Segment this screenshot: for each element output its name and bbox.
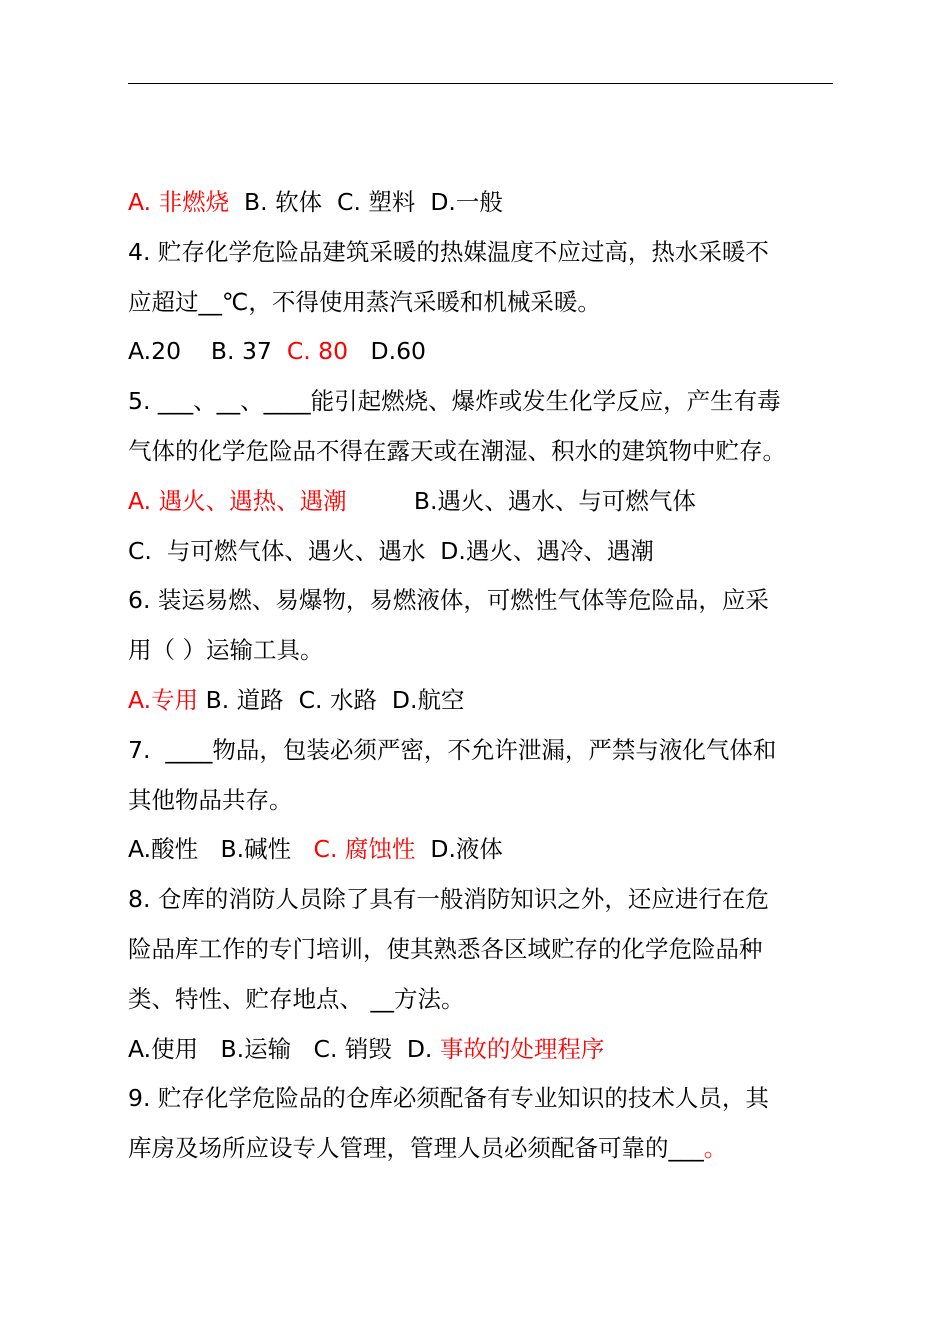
text-line [128,626,838,676]
text-segment: B. 软体 C. 塑料 D.一般 [229,188,503,216]
text-line [128,875,838,925]
text-segment: C. 与可燃气体、遇火、遇水 D.遇火、遇冷、遇潮 [128,536,654,565]
text-line [128,228,838,278]
text-line [128,377,838,427]
text-segment: 库房及场所应设专人管理，管理人员必须配备可靠的___ [128,1134,704,1163]
document-body [128,178,838,1174]
text-segment: 7. ____物品，包装必须严密，不允许泄漏，严禁与液化气体和 [128,735,777,764]
text-line [128,527,838,577]
text-line [128,676,838,726]
text-segment: 6. 装运易燃、易爆物，易燃液体，可燃性气体等危险品，应采 [128,586,769,615]
text-line [128,1074,838,1124]
text-segment: 4. 贮存化学危险品建筑采暖的热媒温度不应过高，热水采暖不 [128,237,769,266]
text-segment: 事故的处理程序 [439,1034,605,1063]
text-line [128,427,838,477]
text-segment: 类、特性、贮存地点、 __方法。 [128,984,465,1013]
text-line [128,576,838,626]
text-segment: C. 腐蚀性 [313,835,416,864]
text-segment: B. 道路 C. 水路 D.航空 [198,685,465,714]
text-segment: B.遇火、遇水、与可燃气体 [346,486,696,515]
text-segment: 其他物品共存。 [128,785,293,814]
text-line [128,726,838,776]
text-segment: 用（ ）运输工具。 [128,636,324,665]
text-segment: A.酸性 B.碱性 [128,835,314,864]
text-segment: A. 遇火、遇热、遇潮 [128,486,347,515]
text-line [128,1124,838,1174]
text-segment: D.60 [348,337,426,366]
text-segment: 气体的化学危险品不得在露天或在潮湿、积水的建筑物中贮存。 [128,436,786,465]
text-segment: 应超过__℃，不得使用蒸汽采暖和机械采暖。 [128,287,601,316]
text-line [128,925,838,975]
header-rule [128,83,833,84]
text-segment: 险品库工作的专门培训，使其熟悉各区域贮存的化学危险品种 [128,934,763,963]
text-line [128,825,838,875]
text-segment: D.液体 [415,835,503,864]
text-line [128,278,838,328]
text-segment: C. 80 [286,337,349,366]
text-line [128,776,838,826]
text-line [128,975,838,1025]
text-line [128,327,838,377]
text-segment: 。 [703,1134,728,1163]
text-line [128,1025,838,1075]
text-segment: A.专用 [128,685,199,714]
text-segment: A.20 B. 37 [128,337,287,366]
text-line [128,477,838,527]
text-segment: 9. 贮存化学危险品的仓库必须配备有专业知识的技术人员，其 [128,1084,769,1113]
text-segment: 5. ___、__、____能引起燃烧、爆炸或发生化学反应，产生有毒 [128,387,781,416]
text-segment: A.使用 B.运输 C. 销毁 D. [128,1034,440,1063]
text-line [128,178,838,228]
text-segment: A. 非燃烧 [128,188,230,216]
text-segment: 8. 仓库的消防人员除了具有一般消防知识之外，还应进行在危 [128,885,769,914]
